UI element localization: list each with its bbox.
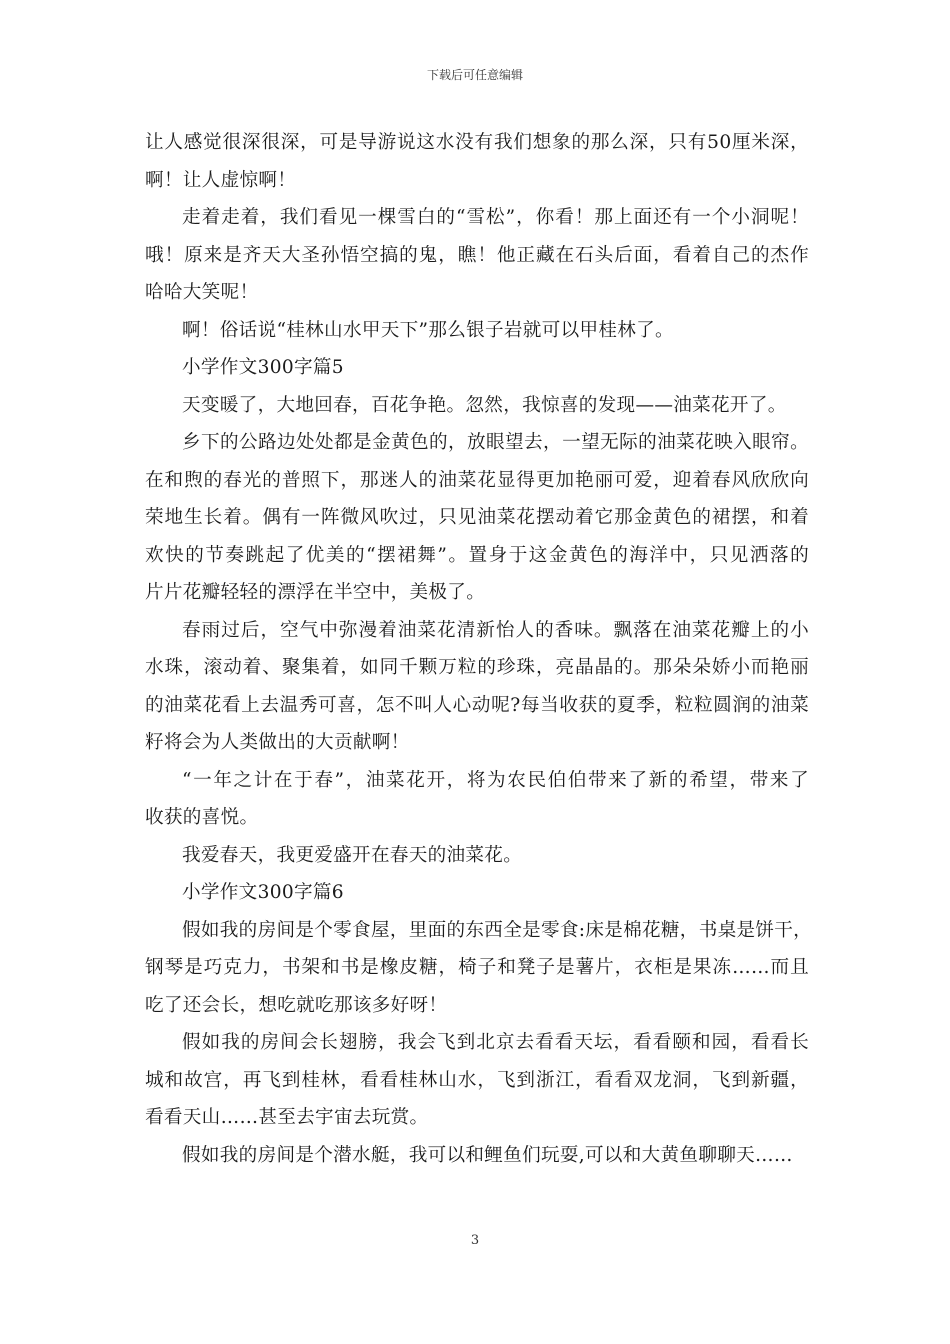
text-line: “一年之计在于春”，油菜花开，将为农民伯伯带来了新的希望，带来了 <box>182 769 809 791</box>
text-line: 在和煦的春光的普照下，那迷人的油菜花显得更加艳丽可爱，迎着春风欣欣向 <box>145 469 809 491</box>
text-line: 哈哈大笑呢！ <box>145 282 259 303</box>
text-line: 荣地生长着。偶有一阵微风吹过，只见油菜花摆动着它那金黄色的裙摆，和着 <box>145 507 809 528</box>
text-line: 走着走着，我们看见一棵雪白的“雪松”，你看！那上面还有一个小洞呢！ <box>182 207 809 228</box>
text-line: 水珠，滚动着、聚集着，如同千颗万粒的珍珠，亮晶晶的。那朵朵娇小而艳丽 <box>145 657 809 678</box>
text-line: 乡下的公路边处处都是金黄色的，放眼望去，一望无际的油菜花映入眼帘。 <box>182 432 809 453</box>
text-line: 看看天山……甚至去宇宙去玩赏。 <box>145 1107 429 1128</box>
text-line: 城和故宫，再飞到桂林，看看桂林山水，飞到浙江，看看双龙洞，飞到新疆， <box>145 1069 809 1091</box>
text-line: 让人感觉很深很深，可是导游说这水没有我们想象的那么深，只有50厘米深， <box>145 132 809 153</box>
text-line: 小学作文300字篇5 <box>182 357 344 378</box>
text-line: 吃了还会长，想吃就吃那该多好呀！ <box>145 994 448 1016</box>
page-header: 下载后可任意编辑 <box>426 68 523 82</box>
text-line: 籽将会为人类做出的大贡献啊！ <box>145 732 410 753</box>
text-line: 春雨过后，空气中弥漫着油菜花清新怡人的香味。飘落在油菜花瓣上的小 <box>182 619 809 641</box>
page-number: 3 <box>470 1233 480 1248</box>
text-line: 天变暖了，大地回春，百花争艳。忽然，我惊喜的发现——油菜花开了。 <box>182 394 787 416</box>
text-line: 收获的喜悦。 <box>145 807 259 828</box>
text-line: 哦！原来是齐天大圣孙悟空搞的鬼，瞧！他正藏在石头后面，看着自己的杰作 <box>145 244 809 266</box>
text-line: 啊！俗话说“桂林山水甲天下”那么银子岩就可以甲桂林了。 <box>182 319 674 341</box>
document-body <box>145 124 813 1174</box>
text-line: 片片花瓣轻轻的漂浮在半空中，美极了。 <box>145 582 486 603</box>
text-line: 小学作文300字篇6 <box>182 882 344 903</box>
text-line: 假如我的房间是个零食屋，里面的东西全是零食:床是棉花糖，书桌是饼干， <box>182 919 813 941</box>
text-line: 欢快的节奏跳起了优美的“摆裙舞”。置身于这金黄色的海洋中，只见洒落的 <box>145 544 809 566</box>
text-line: 假如我的房间是个潜水艇，我可以和鲤鱼们玩耍,可以和大黄鱼聊聊天…… <box>182 1144 793 1166</box>
text-line: 的油菜花看上去温秀可喜，怎不叫人心动呢?每当收获的夏季，粒粒圆润的油菜 <box>145 694 809 716</box>
text-line: 钢琴是巧克力，书架和书是橡皮糖，椅子和凳子是薯片，衣柜是果冻……而且 <box>145 957 809 978</box>
text-line: 我爱春天，我更爱盛开在春天的油菜花。 <box>182 844 523 866</box>
text-line: 假如我的房间会长翅膀，我会飞到北京去看看天坛，看看颐和园，看看长 <box>182 1032 809 1053</box>
text-line: 啊！让人虚惊啊！ <box>145 169 297 191</box>
